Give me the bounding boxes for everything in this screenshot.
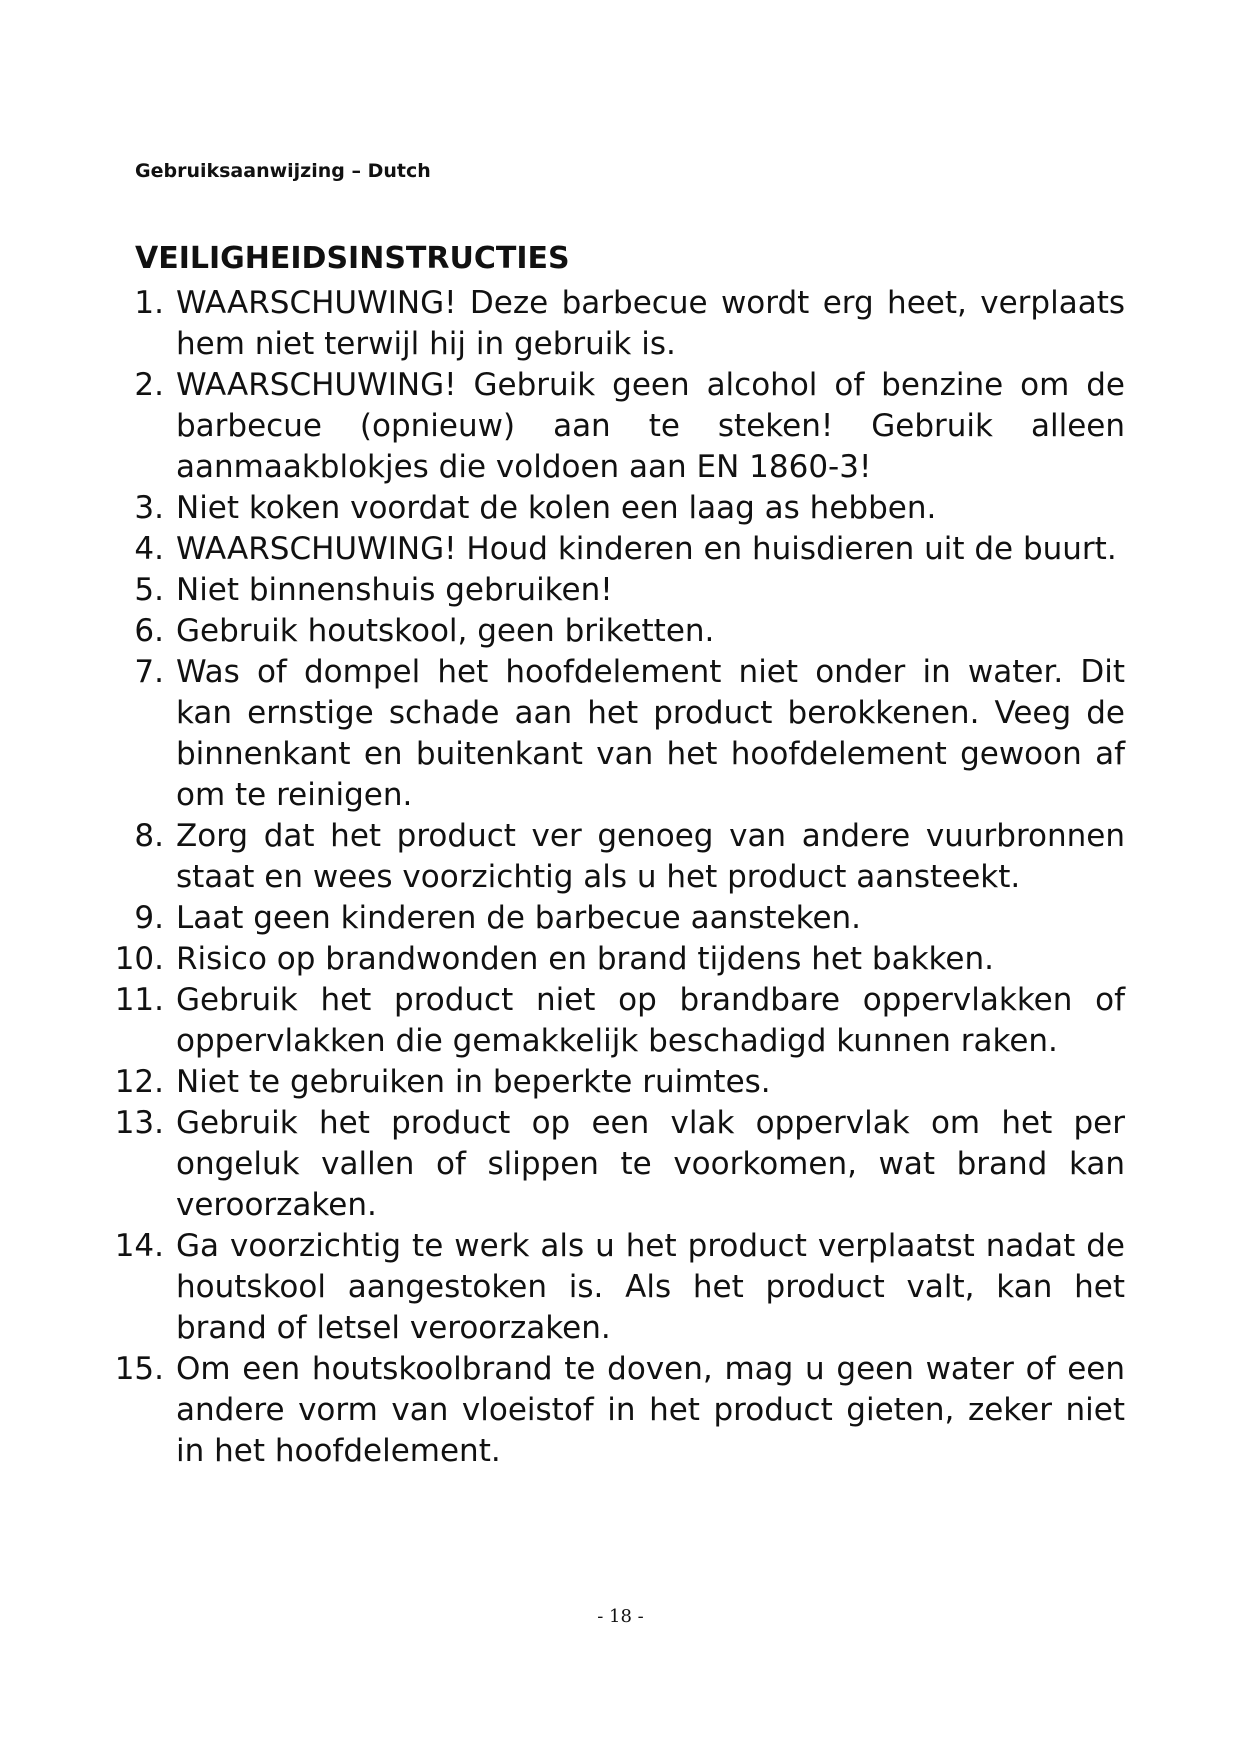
item-text: Laat geen kinderen de barbecue aansteken. <box>176 900 862 936</box>
item-number: 8. <box>134 818 164 854</box>
safety-instructions-list <box>100 283 1125 1472</box>
item-number: 10. <box>114 941 164 977</box>
document-language-label: Gebruiksaanwijzing – Dutch <box>135 160 431 182</box>
list-item <box>100 488 1125 529</box>
list-item <box>100 570 1125 611</box>
item-number: 11. <box>114 982 164 1018</box>
item-text: Ga voorzichtig te werk als u het product verplaatst nadat de houtskool aangestoken is. Als het product valt, kan het brand of letsel veroorzaken. <box>176 1228 1125 1346</box>
list-item <box>100 980 1125 1062</box>
item-text: Risico op brandwonden en brand tijdens het bakken. <box>176 941 994 977</box>
item-text: Niet koken voordat de kolen een laag as hebben. <box>176 490 937 526</box>
list-item <box>100 1103 1125 1226</box>
item-text: Was of dompel het hoofdelement niet onder in water. Dit kan ernstige schade aan het product berokkenen. Veeg de binnenkant en buitenkant van het hoofdelement gewoon af om te reinigen. <box>176 654 1125 813</box>
list-item <box>100 611 1125 652</box>
item-text: Zorg dat het product ver genoeg van andere vuurbronnen staat en wees voorzichtig als u het product aansteekt. <box>176 818 1125 895</box>
list-item <box>100 898 1125 939</box>
section-title: VEILIGHEIDSINSTRUCTIES <box>135 241 570 276</box>
item-number: 9. <box>134 900 164 936</box>
page-number: - 18 - <box>597 1606 644 1627</box>
item-number: 12. <box>114 1064 164 1100</box>
item-text: WAARSCHUWING! Deze barbecue wordt erg heet, verplaats hem niet terwijl hij in gebruik is. <box>176 285 1125 362</box>
item-text: WAARSCHUWING! Houd kinderen en huisdieren uit de buurt. <box>176 531 1117 567</box>
item-text: Niet te gebruiken in beperkte ruimtes. <box>176 1064 771 1100</box>
item-number: 5. <box>134 572 164 608</box>
list-item <box>100 1349 1125 1472</box>
list-item <box>100 652 1125 816</box>
item-number: 6. <box>134 613 164 649</box>
item-text: Niet binnenshuis gebruiken! <box>176 572 613 608</box>
list-item <box>100 939 1125 980</box>
list-item <box>100 365 1125 488</box>
item-text: Om een houtskoolbrand te doven, mag u geen water of een andere vorm van vloeistof in het product gieten, zeker niet in het hoofdelement. <box>176 1351 1125 1469</box>
list-item <box>100 529 1125 570</box>
item-number: 15. <box>114 1351 164 1387</box>
item-text: WAARSCHUWING! Gebruik geen alcohol of benzine om de barbecue (opnieuw) aan te steken! Gebruik alleen aanmaakblokjes die voldoen aan EN 1860-3! <box>176 367 1125 485</box>
item-number: 1. <box>134 285 164 321</box>
item-text: Gebruik het product op een vlak oppervlak om het per ongeluk vallen of slippen te voorkomen, wat brand kan veroorzaken. <box>176 1105 1125 1223</box>
item-number: 14. <box>114 1228 164 1264</box>
list-item <box>100 816 1125 898</box>
list-item <box>100 1226 1125 1349</box>
item-text: Gebruik houtskool, geen briketten. <box>176 613 715 649</box>
item-number: 7. <box>134 654 164 690</box>
item-text: Gebruik het product niet op brandbare oppervlakken of oppervlakken die gemakkelijk beschadigd kunnen raken. <box>176 982 1125 1059</box>
list-item <box>100 1062 1125 1103</box>
item-number: 13. <box>114 1105 164 1141</box>
item-number: 2. <box>134 367 164 403</box>
list-item <box>100 283 1125 365</box>
item-number: 3. <box>134 490 164 526</box>
item-number: 4. <box>134 531 164 567</box>
